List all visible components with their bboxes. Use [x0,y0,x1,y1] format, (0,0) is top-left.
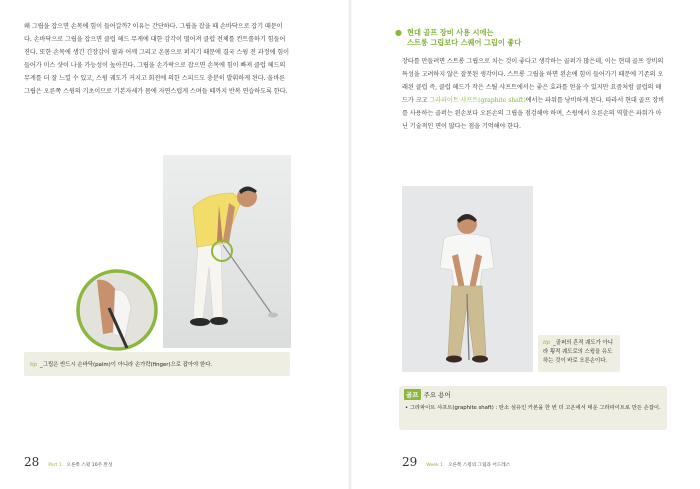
tip-tag: tip [543,340,551,346]
golfer-address-photo [402,186,533,372]
section-title-line2: 스트롱 그립보다 스퀘어 그립이 좋다 [407,38,522,47]
golfer-illustration [163,155,291,348]
left-tip-text [30,360,212,368]
glossary-box [399,386,667,430]
left-tip-bar [24,352,290,376]
tip-body: _그립은 반드시 손바닥(palm)이 아니라 손가락(finger)으로 잡아야 한다. [40,362,213,368]
right-footer [402,451,510,470]
part-label: Week 1 [426,463,443,468]
page-number: 28 [24,455,40,469]
section-label: 오른쪽 스윙 10주 완성 [66,463,113,468]
glossary-heading [404,389,451,400]
golfer-front-illustration [402,186,533,372]
paragraph-part-2: 에서는 파워를 낭비하게 된다. 따라서 현대 골프 장비를 사용하는 골퍼는 왼손보다 오른손의 그립을 점검해야 하며, 스윙에서 오른손의 역할은 파워가 아닌 기술적인 면이 많다는 점을 기억해야 한다. [402,97,664,131]
glossary-title: 주요 용어 [423,391,451,399]
right-tip-text [543,339,615,366]
lightbulb-icon: ● [395,28,402,37]
right-body-paragraph [402,55,666,134]
section-title [395,28,522,48]
section-label: 오른쪽 스윙의 그립과 어드레스 [448,463,511,468]
section-title-line1: 현대 골프 장비 사용 시에는 [407,28,494,37]
left-body-paragraph: 왜 그립을 잡으면 손목에 힘이 들어갈까? 이유는 간단하다. 그립을 잡을 때 손바닥으로 잡기 때문이다. 손바닥으로 그립을 잡으면 클럽 헤드 무게에 대한 감각이 떨어져 클럽 전체를 컨트롤하기 힘들어진다. 또한 손목에 생긴 긴장감이 팔과 어깨 그리고 온몸으로 퍼지기 때문에 결국 스윙 전 과정에 힘이 들어가 미스 샷이 나올 가능성이 높아진다. 그립을 손가락으로 잡으면 손목에 힘이 빠져 클럽 헤드의 무게를 더 잘 느낄 수 있고, 스윙 궤도가 커지고 회전에 의한 스피드도 충분히 발휘하게 된다. 올바른 그립은 오른쪽 스윙의 기초이므로 기본자세가 몸에 자연스럽게 스며들 때까지 반복 연습하도록 한다. [24,23,289,96]
glossary-badge: 골프 [406,391,419,399]
glossary-entry: • 그라파이트 샤프트(graphite shaft) : 탄소 섬유인 카본을 한 번 더 고온에서 태운 그라파이트로 만든 손잡이. [405,405,661,411]
paragraph-part-1: 장타를 만들려면 스트롱 그립으로 치는 것이 좋다고 생각하는 골퍼가 많은데, 이는 현대 골프 장비의 특성을 고려하지 않은 잘못된 생각이다. 스트롱 그립을 하면 왼손에 힘이 들어가기 때문에 기존의 오래된 클럽 즉, 클럽 헤드가 작은 스틸 샤프트에서는 좋은 효과를 얻을 수 있지만 요즘처럼 클럽의 헤드가 크고 [402,58,664,105]
left-footer [24,451,112,470]
highlight-term: 그라파이트 샤프트(graphite shaft) [429,97,526,105]
golfer-grip-photo [163,155,291,348]
tip-tag: tip [30,362,38,368]
right-tip-box [538,335,620,372]
page-number: 29 [402,455,418,469]
part-label: Part 1 [48,463,62,468]
tip-body: _골퍼의 흔적 궤도가 아니라 횡적 궤도로의 스윙을 유도하는 것이 바로 오른손이다. [543,340,613,364]
grip-zoom-circle [75,268,159,352]
